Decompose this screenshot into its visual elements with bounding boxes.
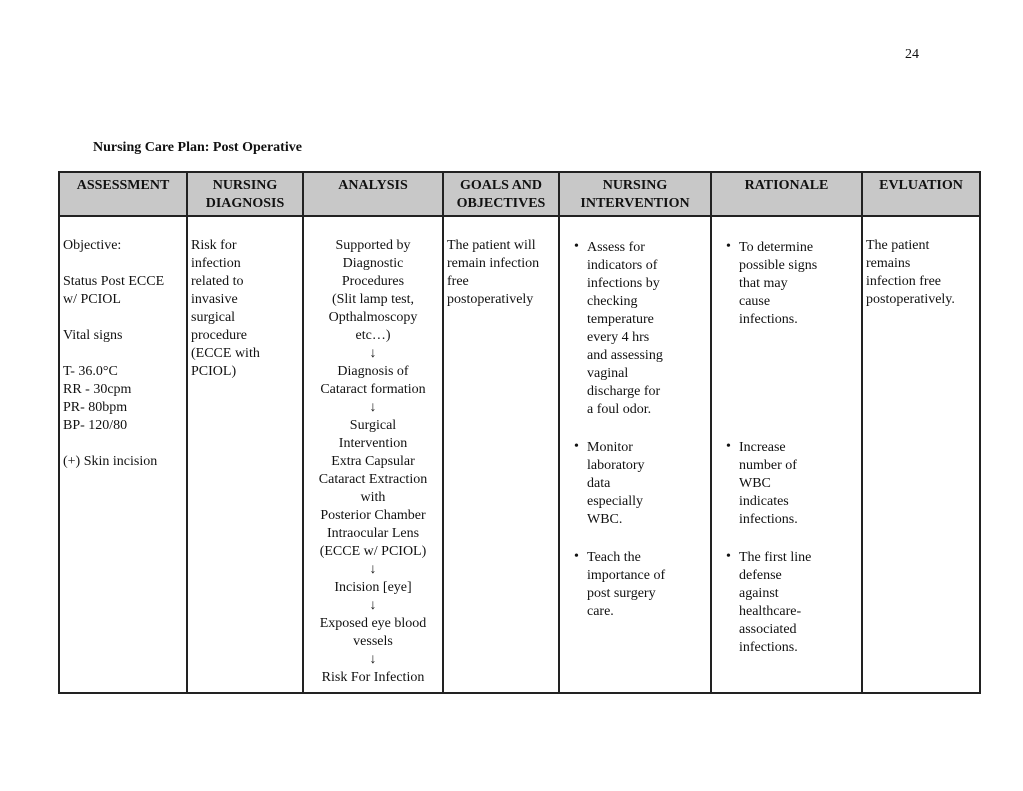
- diagnosis-line: infection: [191, 256, 241, 271]
- analysis-line: Diagnostic: [342, 256, 404, 271]
- bullet-icon: •: [574, 549, 579, 564]
- intervention-line: and assessing: [587, 348, 663, 363]
- bullet-icon: •: [726, 239, 731, 254]
- rationale-line: that may: [739, 276, 788, 291]
- assessment-skin-incision: (+) Skin incision: [63, 454, 158, 469]
- rationale-line: The first line: [739, 550, 812, 565]
- down-arrow-icon: ↓: [369, 598, 377, 613]
- header-rationale-line: RATIONALE: [744, 178, 829, 193]
- assessment-respiratory-rate: RR - 30cpm: [63, 382, 132, 397]
- header-assessment: [59, 172, 187, 216]
- header-goals-objectives: [443, 172, 559, 216]
- header-diagnosis-line-2: DIAGNOSIS: [205, 196, 285, 211]
- rationale-line: infections.: [739, 512, 798, 527]
- care-plan-row: [59, 216, 980, 693]
- intervention-line: care.: [587, 604, 614, 619]
- analysis-line: Exposed eye blood: [319, 616, 427, 631]
- header-row: [59, 172, 980, 216]
- header-goals-line-1: GOALS AND: [459, 178, 543, 193]
- bullet-icon: •: [574, 439, 579, 454]
- bullet-icon: •: [574, 239, 579, 254]
- assessment-status-line-1: Status Post ECCE: [63, 274, 165, 289]
- header-analysis: [303, 172, 443, 216]
- analysis-line: Cataract formation: [320, 382, 426, 397]
- rationale-cell: [711, 216, 862, 693]
- evaluation-cell: [862, 216, 980, 693]
- assessment-objective: Objective:: [63, 238, 122, 253]
- intervention-line: checking: [587, 294, 638, 309]
- rationale-line: healthcare-: [739, 604, 802, 619]
- analysis-line: Supported by: [335, 238, 411, 253]
- intervention-line: a foul odor.: [587, 402, 652, 417]
- intervention-line: temperature: [587, 312, 654, 327]
- rationale-line: against: [739, 586, 779, 601]
- intervention-line: discharge for: [587, 384, 661, 399]
- rationale-line: infections.: [739, 640, 798, 655]
- intervention-line: vaginal: [587, 366, 629, 381]
- goals-objectives-cell: [443, 216, 559, 693]
- analysis-cell: [303, 216, 443, 693]
- rationale-line: Increase: [739, 440, 786, 455]
- analysis-line: Diagnosis of: [337, 364, 409, 379]
- analysis-line: (Slit lamp test,: [331, 292, 415, 307]
- header-nursing-diagnosis: [187, 172, 303, 216]
- header-analysis-line: ANALYSIS: [338, 178, 408, 193]
- analysis-line: with: [360, 490, 386, 505]
- rationale-item-1: [715, 237, 858, 329]
- goals-line: The patient will: [447, 238, 536, 253]
- down-arrow-icon: ↓: [369, 652, 377, 667]
- analysis-line: Incision [eye]: [334, 580, 412, 595]
- goals-line: free: [447, 274, 469, 289]
- rationale-line: infections.: [739, 312, 798, 327]
- diagnosis-line: (ECCE with: [191, 346, 260, 361]
- header-nursing-intervention: [559, 172, 711, 216]
- intervention-item-1: [563, 237, 707, 419]
- bullet-icon: •: [726, 549, 731, 564]
- rationale-line: WBC: [739, 476, 771, 491]
- assessment-cell: [59, 216, 187, 693]
- document-title: Nursing Care Plan: Post Operative: [93, 140, 302, 155]
- intervention-line: Teach the: [587, 550, 641, 565]
- intervention-line: importance of: [587, 568, 666, 583]
- rationale-item-2: [715, 437, 858, 529]
- header-evaluation-line: EVLUATION: [879, 178, 963, 193]
- evaluation-line: remains: [866, 256, 911, 271]
- rationale-line: indicates: [739, 494, 789, 509]
- header-diagnosis-line-1: NURSING: [212, 178, 278, 193]
- evaluation-line: The patient: [866, 238, 930, 253]
- intervention-line: infections by: [587, 276, 660, 291]
- analysis-line: (ECCE w/ PCIOL): [319, 544, 427, 559]
- intervention-line: Assess for: [587, 240, 645, 255]
- intervention-line: post surgery: [587, 586, 656, 601]
- analysis-line: etc…): [355, 328, 391, 343]
- down-arrow-icon: ↓: [369, 346, 377, 361]
- analysis-line: Opthalmoscopy: [328, 310, 418, 325]
- rationale-line: cause: [739, 294, 771, 309]
- intervention-line: data: [587, 476, 611, 491]
- nursing-diagnosis-cell: [187, 216, 303, 693]
- intervention-line: WBC.: [587, 512, 623, 527]
- diagnosis-line: Risk for: [191, 238, 237, 253]
- analysis-line: vessels: [353, 634, 393, 649]
- analysis-line: Surgical: [349, 418, 397, 433]
- goals-line: postoperatively: [447, 292, 534, 307]
- page-number: 24: [905, 47, 919, 62]
- analysis-line: Cataract Extraction: [318, 472, 428, 487]
- rationale-line: defense: [739, 568, 782, 583]
- intervention-line: laboratory: [587, 458, 645, 473]
- analysis-line: Intervention: [338, 436, 408, 451]
- analysis-line: Procedures: [341, 274, 405, 289]
- nursing-care-plan-table: [58, 171, 981, 694]
- header-goals-line-2: OBJECTIVES: [456, 196, 546, 211]
- goals-line: remain infection: [447, 256, 540, 271]
- intervention-item-3: [563, 547, 707, 621]
- header-assessment-line: ASSESSMENT: [76, 178, 170, 193]
- rationale-line: possible signs: [739, 258, 818, 273]
- diagnosis-line: procedure: [191, 328, 247, 343]
- diagnosis-line: invasive: [191, 292, 238, 307]
- intervention-line: indicators of: [587, 258, 658, 273]
- rationale-line: To determine: [739, 240, 814, 255]
- analysis-line: Posterior Chamber: [320, 508, 426, 523]
- assessment-vital-signs: Vital signs: [63, 328, 123, 343]
- down-arrow-icon: ↓: [369, 562, 377, 577]
- header-intervention-line-1: NURSING: [602, 178, 668, 193]
- assessment-blood-pressure: BP- 120/80: [63, 418, 128, 433]
- rationale-line: number of: [739, 458, 797, 473]
- header-rationale: [711, 172, 862, 216]
- diagnosis-line: surgical: [191, 310, 236, 325]
- assessment-status-line-2: w/ PCIOL: [63, 292, 121, 307]
- assessment-temperature: T- 36.0°C: [63, 364, 118, 379]
- down-arrow-icon: ↓: [369, 400, 377, 415]
- header-intervention-line-2: INTERVENTION: [580, 196, 690, 211]
- rationale-line: associated: [739, 622, 797, 637]
- analysis-line: Extra Capsular: [331, 454, 415, 469]
- analysis-line: Intraocular Lens: [326, 526, 420, 541]
- intervention-line: especially: [587, 494, 643, 509]
- intervention-line: every 4 hrs: [587, 330, 650, 345]
- intervention-item-2: [563, 437, 707, 529]
- evaluation-line: postoperatively.: [866, 292, 955, 307]
- header-evaluation: [862, 172, 980, 216]
- diagnosis-line: PCIOL): [191, 364, 237, 379]
- diagnosis-line: related to: [191, 274, 244, 289]
- nursing-intervention-cell: [559, 216, 711, 693]
- evaluation-line: infection free: [866, 274, 942, 289]
- bullet-icon: •: [726, 439, 731, 454]
- assessment-pulse-rate: PR- 80bpm: [63, 400, 128, 415]
- intervention-line: Monitor: [587, 440, 633, 455]
- rationale-item-3: [715, 547, 858, 657]
- analysis-line: Risk For Infection: [321, 670, 425, 685]
